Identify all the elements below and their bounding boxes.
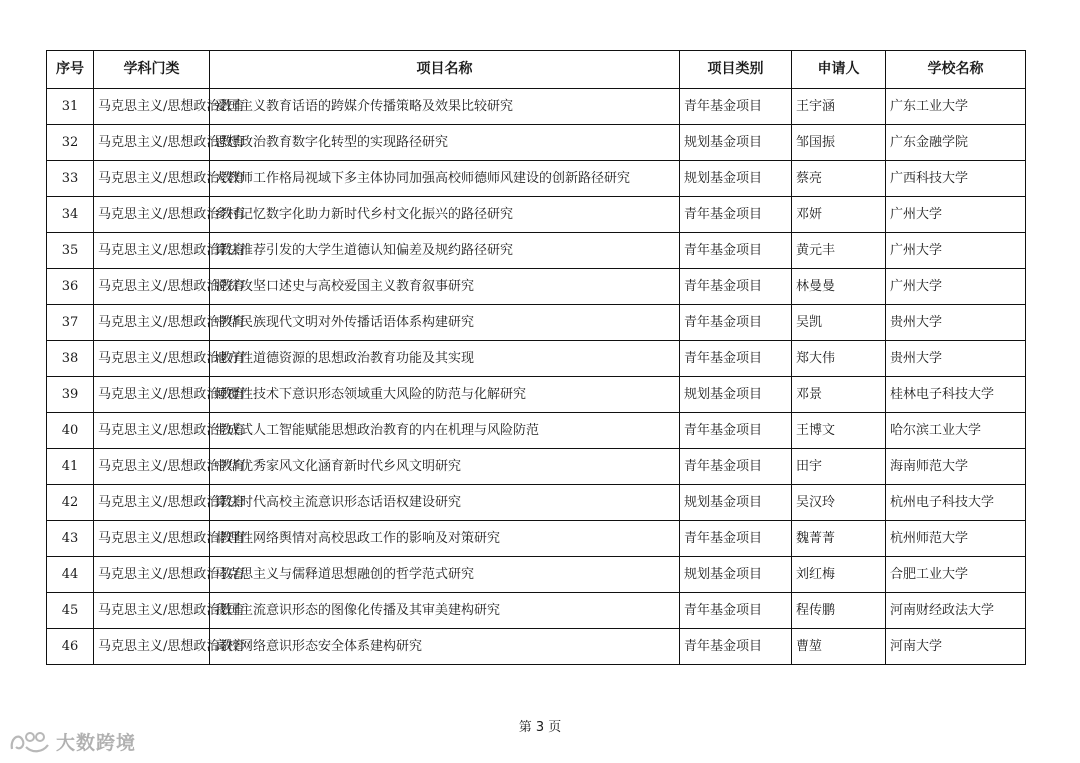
row-applicant: 刘红梅 — [792, 557, 886, 593]
row-project-name: 生成式人工智能赋能思想政治教育的内在机理与风险防范 — [210, 413, 680, 449]
watermark — [8, 728, 136, 755]
row-project-type: 青年基金项目 — [680, 197, 792, 233]
row-project-type: 青年基金项目 — [680, 89, 792, 125]
row-applicant: 郑大伟 — [792, 341, 886, 377]
row-project-type: 青年基金项目 — [680, 593, 792, 629]
row-number: 38 — [47, 341, 94, 377]
header-applicant: 申请人 — [792, 51, 886, 89]
table-row — [47, 485, 1026, 521]
row-project-type: 青年基金项目 — [680, 629, 792, 665]
row-school: 杭州电子科技大学 — [886, 485, 1026, 521]
row-category: 马克思主义/思想政治教育 — [94, 629, 210, 665]
row-school: 广东金融学院 — [886, 125, 1026, 161]
row-number: 35 — [47, 233, 94, 269]
row-number: 40 — [47, 413, 94, 449]
row-project-type: 青年基金项目 — [680, 449, 792, 485]
row-applicant: 邓妍 — [792, 197, 886, 233]
table-row — [47, 197, 1026, 233]
row-category: 马克思主义/思想政治教育 — [94, 557, 210, 593]
row-school: 海南师范大学 — [886, 449, 1026, 485]
row-applicant: 曹堃 — [792, 629, 886, 665]
row-applicant: 黄元丰 — [792, 233, 886, 269]
row-school: 哈尔滨工业大学 — [886, 413, 1026, 449]
row-applicant: 魏菁菁 — [792, 521, 886, 557]
row-project-name: 我国主流意识形态的图像化传播及其审美建构研究 — [210, 593, 680, 629]
row-project-type: 规划基金项目 — [680, 557, 792, 593]
table-row — [47, 161, 1026, 197]
row-project-name: 高校网络意识形态安全体系建构研究 — [210, 629, 680, 665]
project-table — [46, 50, 1026, 665]
table-row — [47, 305, 1026, 341]
table-row — [47, 89, 1026, 125]
row-number: 46 — [47, 629, 94, 665]
table-row — [47, 629, 1026, 665]
row-school: 广东工业大学 — [886, 89, 1026, 125]
row-applicant: 程传鹏 — [792, 593, 886, 629]
row-project-name: 颠覆性技术下意识形态领域重大风险的防范与化解研究 — [210, 377, 680, 413]
row-category: 马克思主义/思想政治教育 — [94, 341, 210, 377]
header-school: 学校名称 — [886, 51, 1026, 89]
table-row — [47, 593, 1026, 629]
row-school: 贵州大学 — [886, 305, 1026, 341]
row-project-name: 马克思主义与儒释道思想融创的哲学范式研究 — [210, 557, 680, 593]
row-number: 39 — [47, 377, 94, 413]
row-project-name: 乡村记忆数字化助力新时代乡村文化振兴的路径研究 — [210, 197, 680, 233]
table-row — [47, 269, 1026, 305]
row-number: 44 — [47, 557, 94, 593]
watermark-logo-icon — [8, 729, 52, 755]
table-row — [47, 233, 1026, 269]
row-category: 马克思主义/思想政治教育 — [94, 485, 210, 521]
row-category: 马克思主义/思想政治教育 — [94, 413, 210, 449]
row-number: 43 — [47, 521, 94, 557]
row-number: 37 — [47, 305, 94, 341]
row-project-type: 青年基金项目 — [680, 269, 792, 305]
table-row — [47, 413, 1026, 449]
page-number: 第 3 页 — [518, 720, 562, 735]
row-school: 广西科技大学 — [886, 161, 1026, 197]
table-row — [47, 449, 1026, 485]
row-number: 42 — [47, 485, 94, 521]
table-row — [47, 125, 1026, 161]
table-row — [47, 521, 1026, 557]
row-category: 马克思主义/思想政治教育 — [94, 233, 210, 269]
row-project-name: 中华民族现代文明对外传播话语体系构建研究 — [210, 305, 680, 341]
table-header-row — [47, 51, 1026, 89]
row-school: 桂林电子科技大学 — [886, 377, 1026, 413]
row-number: 36 — [47, 269, 94, 305]
row-project-name: 算法时代高校主流意识形态话语权建设研究 — [210, 485, 680, 521]
row-category: 马克思主义/思想政治教育 — [94, 89, 210, 125]
row-applicant: 林曼曼 — [792, 269, 886, 305]
row-project-name: 中华优秀家风文化涵育新时代乡风文明研究 — [210, 449, 680, 485]
header-num: 序号 — [47, 51, 94, 89]
row-school: 合肥工业大学 — [886, 557, 1026, 593]
row-applicant: 田宇 — [792, 449, 886, 485]
row-school: 广州大学 — [886, 233, 1026, 269]
row-number: 45 — [47, 593, 94, 629]
row-project-type: 青年基金项目 — [680, 341, 792, 377]
table-row — [47, 341, 1026, 377]
table-row — [47, 377, 1026, 413]
row-category: 马克思主义/思想政治教育 — [94, 377, 210, 413]
row-applicant: 邹国振 — [792, 125, 886, 161]
row-category: 马克思主义/思想政治教育 — [94, 125, 210, 161]
table-row — [47, 557, 1026, 593]
row-project-name: 爱国主义教育话语的跨媒介传播策略及效果比较研究 — [210, 89, 680, 125]
row-applicant: 邓景 — [792, 377, 886, 413]
row-project-type: 规划基金项目 — [680, 161, 792, 197]
row-number: 32 — [47, 125, 94, 161]
row-category: 马克思主义/思想政治教育 — [94, 305, 210, 341]
row-school: 广州大学 — [886, 269, 1026, 305]
row-project-type: 规划基金项目 — [680, 125, 792, 161]
row-applicant: 王宇涵 — [792, 89, 886, 125]
row-project-type: 青年基金项目 — [680, 521, 792, 557]
row-applicant: 吴凯 — [792, 305, 886, 341]
row-category: 马克思主义/思想政治教育 — [94, 269, 210, 305]
row-project-type: 青年基金项目 — [680, 413, 792, 449]
row-number: 31 — [47, 89, 94, 125]
row-project-name: 脱贫攻坚口述史与高校爱国主义教育叙事研究 — [210, 269, 680, 305]
row-project-name: 思想政治教育数字化转型的实现路径研究 — [210, 125, 680, 161]
header-project-name: 项目名称 — [210, 51, 680, 89]
row-category: 马克思主义/思想政治教育 — [94, 197, 210, 233]
row-project-name: 非理性网络舆情对高校思政工作的影响及对策研究 — [210, 521, 680, 557]
row-school: 贵州大学 — [886, 341, 1026, 377]
row-project-name: 大教师工作格局视域下多主体协同加强高校师德师风建设的创新路径研究 — [210, 161, 680, 197]
watermark-text: 大数跨境 — [56, 732, 137, 754]
row-number: 34 — [47, 197, 94, 233]
row-school: 杭州师范大学 — [886, 521, 1026, 557]
row-project-name: 地方性道德资源的思想政治教育功能及其实现 — [210, 341, 680, 377]
row-category: 马克思主义/思想政治教育 — [94, 161, 210, 197]
row-school: 河南大学 — [886, 629, 1026, 665]
row-school: 广州大学 — [886, 197, 1026, 233]
row-project-type: 规划基金项目 — [680, 485, 792, 521]
row-project-type: 青年基金项目 — [680, 305, 792, 341]
row-number: 41 — [47, 449, 94, 485]
row-project-type: 规划基金项目 — [680, 377, 792, 413]
row-category: 马克思主义/思想政治教育 — [94, 593, 210, 629]
row-school: 河南财经政法大学 — [886, 593, 1026, 629]
header-project-type: 项目类别 — [680, 51, 792, 89]
row-applicant: 王博文 — [792, 413, 886, 449]
row-applicant: 蔡亮 — [792, 161, 886, 197]
row-number: 33 — [47, 161, 94, 197]
row-project-type: 青年基金项目 — [680, 233, 792, 269]
row-applicant: 吴汉玲 — [792, 485, 886, 521]
row-category: 马克思主义/思想政治教育 — [94, 449, 210, 485]
row-project-name: 算法推荐引发的大学生道德认知偏差及规约路径研究 — [210, 233, 680, 269]
row-category: 马克思主义/思想政治教育 — [94, 521, 210, 557]
header-category: 学科门类 — [94, 51, 210, 89]
